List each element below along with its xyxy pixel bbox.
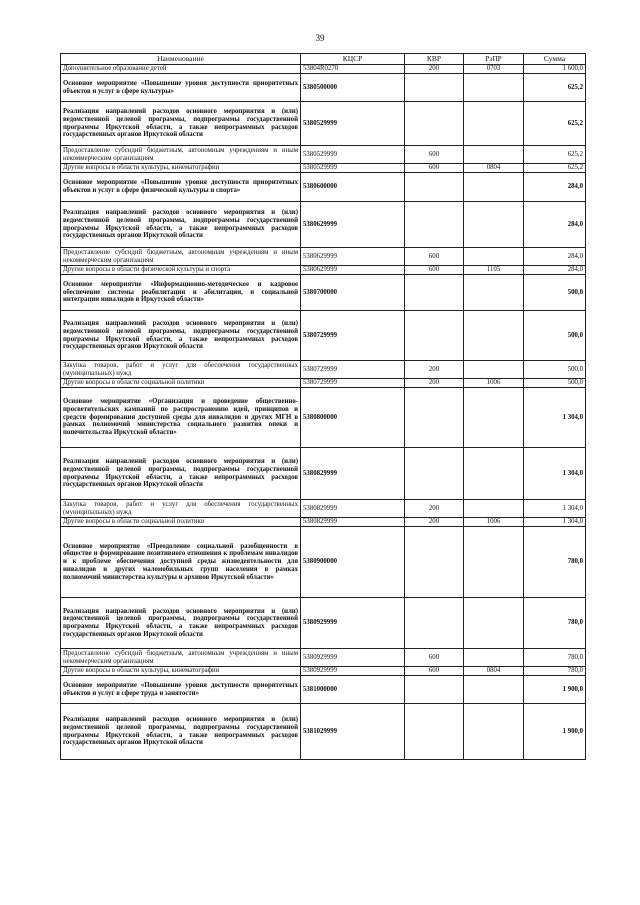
row-sum: 780,0 [524, 598, 586, 649]
row-name: Другие вопросы в области социальной политики [61, 518, 301, 527]
row-kcsr: 5380829999 [301, 518, 405, 527]
row-name: Основное мероприятие «Повышение уровня доступности приоритетных объектов и услуг в сфере культуры» [61, 74, 301, 102]
row-name: Закупка товаров, работ и услуг для обеспечения государственных (муниципальных) нужд [61, 500, 301, 518]
row-name: Другие вопросы в области физической культуры и спорта [61, 266, 301, 275]
row-rzpr [464, 102, 524, 146]
row-kcsr: 5380929999 [301, 598, 405, 649]
table-row [61, 527, 586, 598]
row-rzpr [464, 275, 524, 311]
row-rzpr [464, 74, 524, 102]
row-kvr: 600 [405, 146, 464, 164]
row-kcsr: 53804R0270 [301, 65, 405, 74]
row-sum: 625,2 [524, 102, 586, 146]
row-name: Дополнительное образование детей [61, 65, 301, 74]
row-name: Закупка товаров, работ и услуг для обеспечения государственных (муниципальных) нужд [61, 361, 301, 379]
row-kvr: 600 [405, 649, 464, 667]
row-rzpr [464, 146, 524, 164]
row-kvr: 200 [405, 361, 464, 379]
row-kvr [405, 704, 464, 760]
row-sum: 500,0 [524, 275, 586, 311]
row-kvr [405, 388, 464, 448]
table-row [61, 518, 586, 527]
row-sum: 500,0 [524, 361, 586, 379]
table-header-row [61, 54, 586, 65]
header-rzpr: РзПР [464, 54, 524, 65]
row-rzpr: 0703 [464, 65, 524, 74]
header-sum: Сумма [524, 54, 586, 65]
table-row [61, 65, 586, 74]
table-row [61, 102, 586, 146]
row-kcsr: 5380929999 [301, 649, 405, 667]
row-sum: 284,0 [524, 202, 586, 248]
row-kvr: 600 [405, 266, 464, 275]
row-kcsr: 5380500000 [301, 74, 405, 102]
row-kvr [405, 202, 464, 248]
row-kvr: 200 [405, 518, 464, 527]
row-kvr [405, 275, 464, 311]
row-kcsr: 5380729999 [301, 311, 405, 361]
table-row [61, 146, 586, 164]
row-sum: 284,0 [524, 266, 586, 275]
table-row [61, 649, 586, 667]
row-kcsr: 5380529999 [301, 146, 405, 164]
table-row [61, 704, 586, 760]
row-kcsr: 5380829999 [301, 448, 405, 500]
row-sum: 1 900,0 [524, 676, 586, 704]
row-rzpr [464, 361, 524, 379]
row-sum: 780,0 [524, 649, 586, 667]
budget-table [60, 53, 586, 760]
row-rzpr [464, 527, 524, 598]
table-row [61, 266, 586, 275]
table-row [61, 202, 586, 248]
row-rzpr [464, 388, 524, 448]
table-row [61, 361, 586, 379]
row-name: Предоставление субсидий бюджетным, автономным учреждениям и иным некоммерческим организациям [61, 248, 301, 266]
row-rzpr [464, 202, 524, 248]
row-kcsr: 5380529999 [301, 164, 405, 173]
row-kcsr: 5381029999 [301, 704, 405, 760]
row-name: Основное мероприятие «Организация и проведение общественно-просветительских кампаний по распространению идей, принципов и средств формирования доступной среды для инвалидов и других МГН в рамках полномочий министерства социального развития опеки и попечительства Иркутской области» [61, 388, 301, 448]
row-name: Реализация направлений расходов основного мероприятия и (или) ведомственной целевой программы, подпрограммы государственной программы Иркутской области, а также непрограммных расходов государственных органов Иркутской области [61, 102, 301, 146]
table-row [61, 275, 586, 311]
header-kcsr: КЦСР [301, 54, 405, 65]
row-name: Реализация направлений расходов основного мероприятия и (или) ведомственной целевой программы, подпрограммы государственной программы Иркутской области, а также непрограммных расходов государственных органов Иркутской области [61, 598, 301, 649]
row-sum: 780,0 [524, 527, 586, 598]
row-rzpr [464, 248, 524, 266]
row-rzpr [464, 500, 524, 518]
row-kvr [405, 102, 464, 146]
row-name: Основное мероприятие «Преодоление социальной разобщенности в обществе и формирование позитивного отношения к проблемам инвалидов и к проблеме обеспечения доступной среды жизнедеятельности для инвалидов и других маломобильных групп населения в рамках полномочий министерства культуры и архивов Иркутской области» [61, 527, 301, 598]
row-kvr [405, 74, 464, 102]
table-row [61, 74, 586, 102]
row-name: Предоставление субсидий бюджетным, автономным учреждениям и иным некоммерческим организациям [61, 146, 301, 164]
header-name: Наименование [61, 54, 301, 65]
row-kcsr: 5380829999 [301, 500, 405, 518]
row-name: Предоставление субсидий бюджетным, автономным учреждениям и иным некоммерческим организациям [61, 649, 301, 667]
row-rzpr: 0804 [464, 667, 524, 676]
table-row [61, 164, 586, 173]
row-rzpr [464, 598, 524, 649]
row-kcsr: 5380629999 [301, 202, 405, 248]
row-kvr [405, 173, 464, 202]
row-rzpr [464, 649, 524, 667]
row-rzpr: 1006 [464, 379, 524, 388]
table-row [61, 448, 586, 500]
row-sum: 625,2 [524, 74, 586, 102]
row-name: Другие вопросы в области культуры, кинематографии [61, 164, 301, 173]
row-rzpr [464, 676, 524, 704]
row-rzpr [464, 448, 524, 500]
row-sum: 284,0 [524, 173, 586, 202]
row-kvr: 200 [405, 379, 464, 388]
row-sum: 1 304,0 [524, 448, 586, 500]
row-sum: 780,0 [524, 667, 586, 676]
row-kcsr: 5380929999 [301, 667, 405, 676]
row-rzpr [464, 704, 524, 760]
page-number: 39 [315, 33, 325, 43]
row-kcsr: 5381000000 [301, 676, 405, 704]
row-name: Реализация направлений расходов основного мероприятия и (или) ведомственной целевой программы, подпрограммы государственной программы Иркутской области, а также непрограммных расходов государственных органов Иркутской области [61, 311, 301, 361]
table-row [61, 248, 586, 266]
row-kcsr: 5380800000 [301, 388, 405, 448]
row-kvr: 200 [405, 500, 464, 518]
row-name: Реализация направлений расходов основного мероприятия и (или) ведомственной целевой программы, подпрограммы государственной программы Иркутской области, а также непрограммных расходов государственных органов Иркутской области [61, 704, 301, 760]
table-row [61, 667, 586, 676]
row-name: Основное мероприятие «Повышение уровня доступности приоритетных объектов и услуг в сфере труда и занятости» [61, 676, 301, 704]
table-row [61, 388, 586, 448]
row-name: Основное мероприятие «Повышение уровня доступности приоритетных объектов и услуг в сфере физической культуры и спорта» [61, 173, 301, 202]
row-sum: 1 304,0 [524, 518, 586, 527]
row-kcsr: 5380600000 [301, 173, 405, 202]
row-sum: 1 900,0 [524, 704, 586, 760]
row-name: Другие вопросы в области социальной политики [61, 379, 301, 388]
row-kcsr: 5380729999 [301, 379, 405, 388]
table-row [61, 173, 586, 202]
row-sum: 500,0 [524, 379, 586, 388]
row-sum: 1 304,0 [524, 500, 586, 518]
table-row [61, 676, 586, 704]
row-rzpr: 1006 [464, 518, 524, 527]
row-kvr [405, 676, 464, 704]
table-row [61, 500, 586, 518]
row-name: Другие вопросы в области культуры, кинематографии [61, 667, 301, 676]
row-rzpr [464, 311, 524, 361]
row-kvr [405, 527, 464, 598]
row-rzpr: 1105 [464, 266, 524, 275]
table-row [61, 311, 586, 361]
header-kvr: КВР [405, 54, 464, 65]
row-kcsr: 5380729999 [301, 361, 405, 379]
row-kvr: 600 [405, 164, 464, 173]
row-sum: 625,2 [524, 146, 586, 164]
row-kcsr: 5380529999 [301, 102, 405, 146]
table-row [61, 598, 586, 649]
row-kcsr: 5380629999 [301, 266, 405, 275]
row-kvr: 200 [405, 65, 464, 74]
row-kvr [405, 598, 464, 649]
row-sum: 625,2 [524, 164, 586, 173]
row-sum: 1 304,0 [524, 388, 586, 448]
row-name: Реализация направлений расходов основного мероприятия и (или) ведомственной целевой программы, подпрограммы государственной программы Иркутской области, а также непрограммных расходов государственных органов Иркутской области [61, 448, 301, 500]
row-kcsr: 5380700000 [301, 275, 405, 311]
row-name: Основное мероприятие «Информационно-методическое и кадровое обеспечение системы реабилитации и абилитации, и социальной интеграции инвалидов в Иркутской области» [61, 275, 301, 311]
row-name: Реализация направлений расходов основного мероприятия и (или) ведомственной целевой программы, подпрограммы государственной программы Иркутской области, а также непрограммных расходов государственных органов Иркутской области [61, 202, 301, 248]
row-kvr: 600 [405, 667, 464, 676]
row-sum: 284,0 [524, 248, 586, 266]
row-kvr [405, 448, 464, 500]
row-kvr [405, 311, 464, 361]
table-row [61, 379, 586, 388]
row-rzpr [464, 173, 524, 202]
row-kcsr: 5380629999 [301, 248, 405, 266]
row-rzpr: 0804 [464, 164, 524, 173]
row-sum: 1 600,0 [524, 65, 586, 74]
row-kvr: 600 [405, 248, 464, 266]
row-sum: 500,0 [524, 311, 586, 361]
row-kcsr: 5380900000 [301, 527, 405, 598]
